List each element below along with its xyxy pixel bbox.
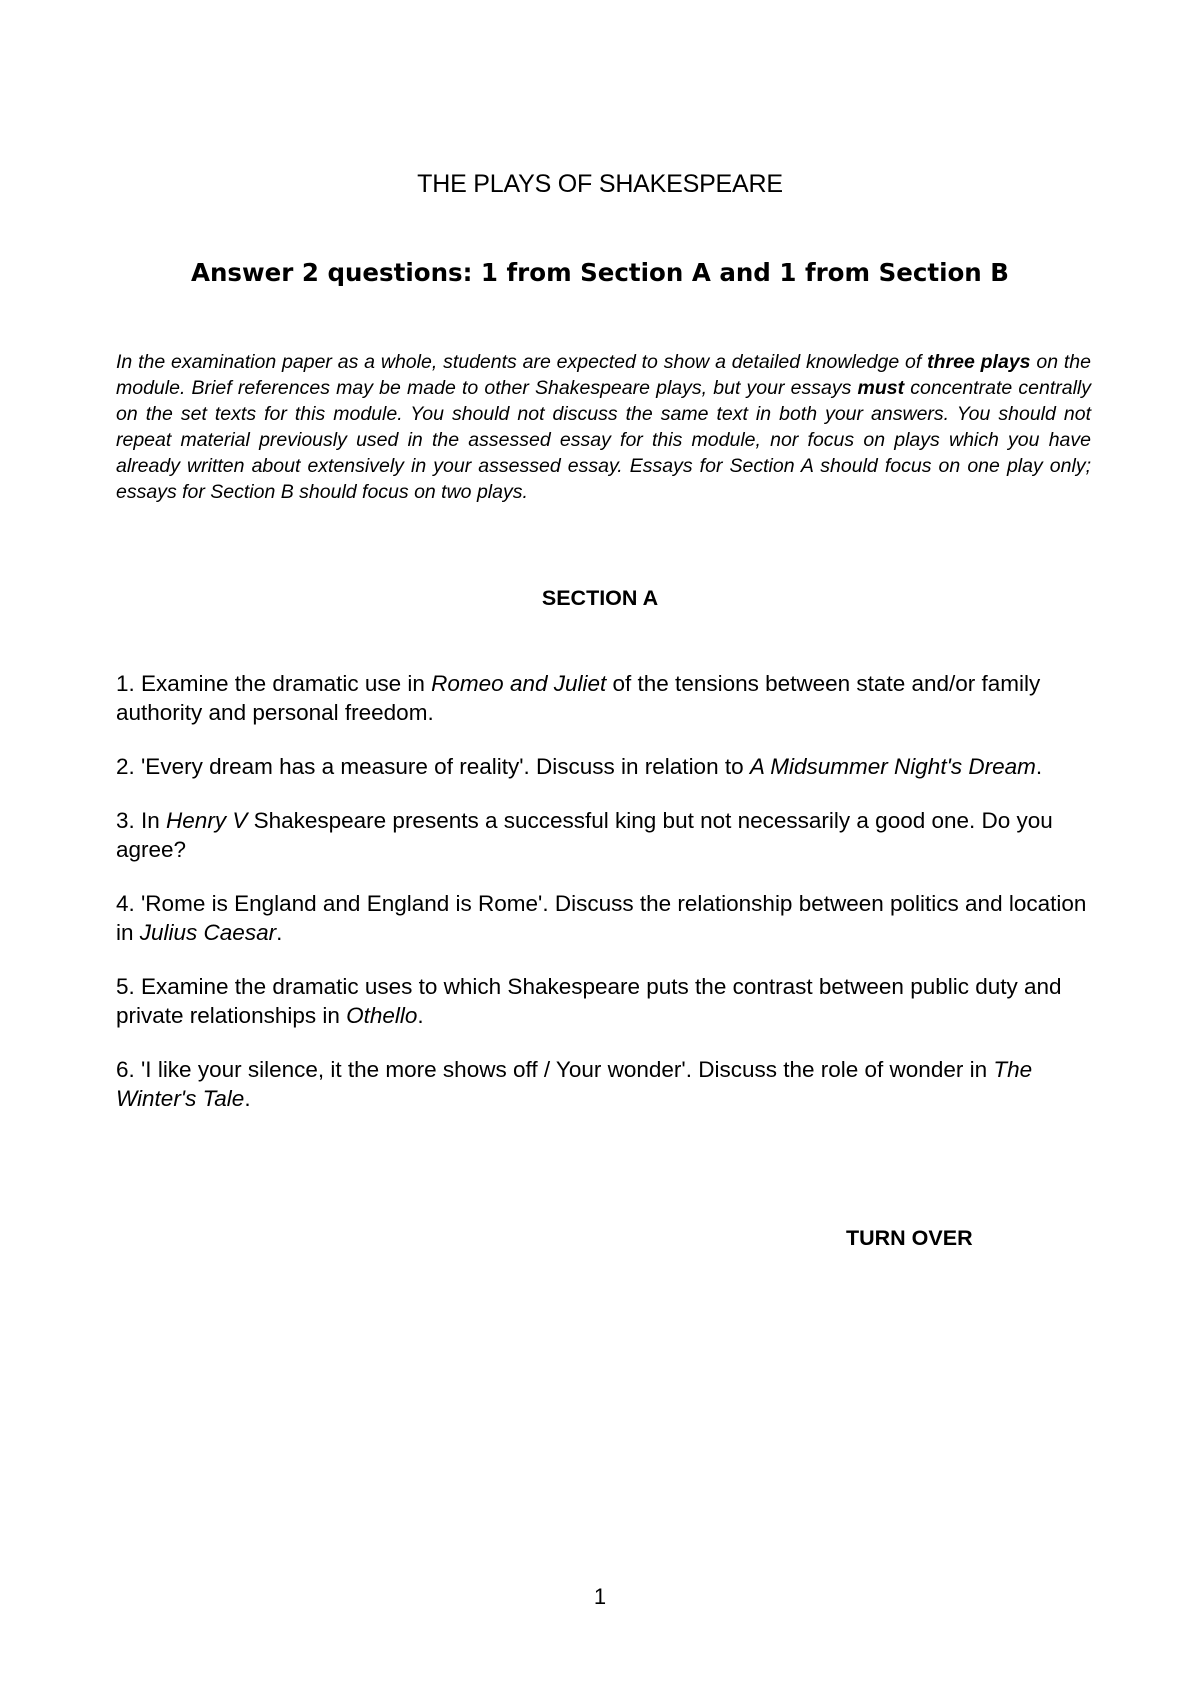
question-text: of the tensions between state and/or family authority and personal freedom. bbox=[116, 671, 1041, 725]
play-title: A Midsummer Night's Dream bbox=[749, 754, 1036, 779]
question-4 bbox=[116, 889, 1096, 947]
instructions-text-2: on the module. Brief references may be made to other Shakespeare plays, but your essays bbox=[116, 351, 1091, 399]
question-text: . bbox=[1035, 754, 1043, 779]
question-text: . bbox=[417, 1003, 424, 1028]
question-6 bbox=[116, 1055, 1096, 1113]
instructions-bold-three-plays: three plays bbox=[927, 351, 1031, 373]
question-text: Shakespeare presents a successful king but not necessarily a good one. Do you agree? bbox=[116, 808, 1053, 862]
question-1 bbox=[116, 669, 1096, 727]
question-text: 2. 'Every dream has a measure of reality'. Discuss in relation to bbox=[116, 754, 750, 779]
question-text: 1. Examine the dramatic use in bbox=[116, 671, 432, 696]
question-list bbox=[116, 669, 1096, 1138]
page-number: 1 bbox=[593, 1584, 607, 1609]
instructions-paragraph bbox=[116, 349, 1091, 505]
instructions-text-1: In the examination paper as a whole, students are expected to show a detailed knowledge of bbox=[116, 351, 928, 373]
answer-instruction-heading: Answer 2 questions: 1 from Section A and 1 from Section B bbox=[191, 258, 1009, 287]
turn-over-label: TURN OVER bbox=[846, 1226, 973, 1250]
play-title: The Winter's Tale bbox=[116, 1057, 1033, 1111]
instructions-text-3: concentrate centrally on the set texts for this module. You should not discuss the same text in both your answers. You should not repeat material previously used in the assessed essay for this module, nor focus on plays which you have already written about extensively in your assessed essay. Essays for Section A should focus on one play only; essays for Section B should focus on two plays. bbox=[116, 377, 1091, 503]
play-title: Henry V bbox=[166, 808, 248, 833]
question-text: 5. Examine the dramatic uses to which Shakespeare puts the contrast between public duty and private relationships in bbox=[116, 974, 1062, 1028]
question-text: 4. 'Rome is England and England is Rome'. Discuss the relationship between politics and location in bbox=[116, 891, 1087, 945]
question-text: 6. 'I like your silence, it the more shows off / Your wonder'. Discuss the role of wonder in bbox=[116, 1057, 994, 1082]
play-title: Romeo and Juliet bbox=[431, 671, 607, 696]
play-title: Othello bbox=[346, 1003, 418, 1028]
question-5 bbox=[116, 972, 1096, 1030]
question-text: . bbox=[276, 920, 283, 945]
section-a-heading: SECTION A bbox=[541, 586, 659, 610]
question-3 bbox=[116, 806, 1096, 864]
question-text: . bbox=[244, 1086, 251, 1111]
document-title: THE PLAYS OF SHAKESPEARE bbox=[417, 170, 783, 198]
instructions-bold-must: must bbox=[857, 377, 905, 399]
question-text: 3. In bbox=[116, 808, 167, 833]
question-2 bbox=[116, 752, 1096, 781]
play-title: Julius Caesar bbox=[139, 920, 277, 945]
